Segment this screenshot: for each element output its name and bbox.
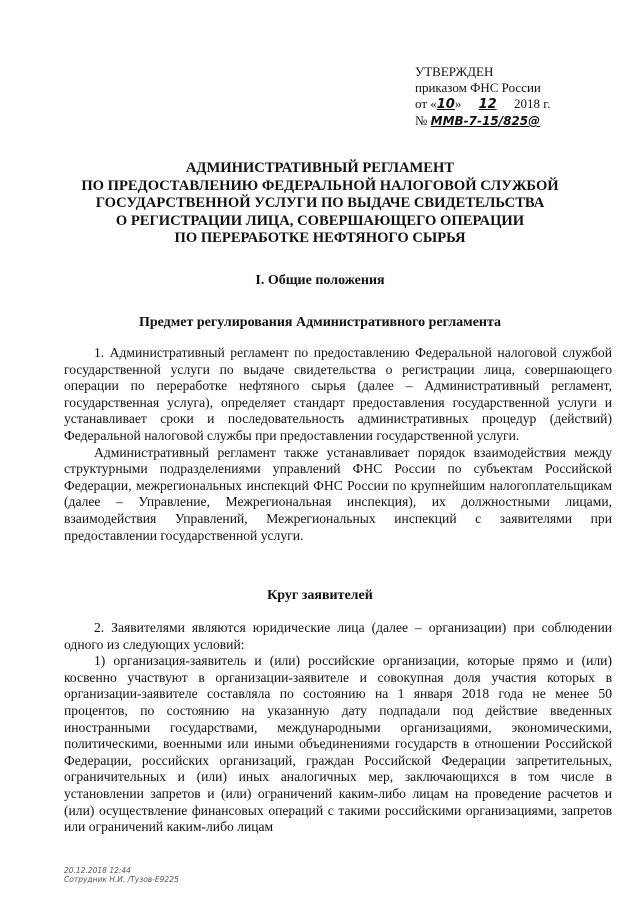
title-line: ПО ПЕРЕРАБОТКЕ НЕФТЯНОГО СЫРЬЯ <box>174 230 466 247</box>
paragraph: 1. Административный регламент по предоставлению Федеральной налоговой службой государственной услуги по выдаче свидетельства о регистрации лица, совершающего операции по переработке нефтяного сырья (далее – Административный регламент, государственная услуга), определяет стандарт предоставления государственной услуги и устанавливает сроки и последовательность административных процедур (действий) Федеральной налоговой службы при предоставлении государственной услуги. <box>64 345 612 443</box>
order-number: ММВ-7-15/825@ <box>430 114 541 128</box>
footer-author: Сотрудник Н.И. /Тузов-Е9225 <box>64 875 179 884</box>
section-heading-general: I. Общие положения <box>255 273 385 288</box>
date-prefix: от « <box>415 96 437 111</box>
approval-day: 10 <box>436 97 455 112</box>
paragraph: Административный регламент также устанавливает порядок взаимодействия между структурными подразделениями управлений ФНС России по субъектам Российской Федерации, межрегиональных инспекций ФНС России по крупнейшим налогоплательщикам (далее – Управление, Межрегиональная инспекция), их должностными лицами, взаимодействия Управлений, Межрегиональных инспекций с заявителями при предоставлении государственной услуги. <box>64 444 612 543</box>
paragraph: 1) организация-заявитель и (или) российские организации, которые прямо и (или) косвенно участвуют в организации-заявителе и совокупная доля участия которых в организации-заявителе составляла по состоянию на 1 января 2018 года не менее 50 процентов, по состоянию на указанную дату подпадали под действие введенных иностранными государствами, международными организациями, экономическими, политическими, военными или иными объединениями государств в отношении Российской Федерации, российских организаций, граждан Российской Федерации запретительных, ограничительных и (или) иных аналогичных мер, заключающихся в том числе в установлении запретов и (или) ограничений каким-либо лицам на проведение расчетов и (или) осуществление финансовых операций с такими российскими организациями, запретов или ограничений каким-либо лицам <box>64 653 612 835</box>
title-line: ГОСУДАРСТВЕННОЙ УСЛУГИ ПО ВЫДАЧЕ СВИДЕТЕЛЬСТВА <box>95 195 545 212</box>
paragraph: 2. Заявителями являются юридические лица (далее – организации) при соблюдении одного из следующих условий: <box>64 620 612 652</box>
title-line: ПО ПРЕДОСТАВЛЕНИЮ ФЕДЕРАЛЬНОЙ НАЛОГОВОЙ СЛУЖБОЙ <box>81 177 559 194</box>
document-title <box>40 160 600 248</box>
approval-date <box>415 96 605 113</box>
number-prefix: № <box>415 113 428 128</box>
footer-date: 20.12.2018 12:44 <box>64 866 131 875</box>
order-label: приказом ФНС России <box>415 80 541 95</box>
approval-stamp <box>415 64 605 129</box>
approval-year: 2018 г. <box>513 96 551 111</box>
body-block-2 <box>64 620 612 836</box>
approval-number <box>415 113 605 129</box>
quote-close: » <box>454 96 462 111</box>
approved-label: УТВЕРЖДЕН <box>415 64 494 79</box>
title-line: АДМИНИСТРАТИВНЫЙ РЕГЛАМЕНТ <box>185 160 455 176</box>
subheading-applicants: Круг заявителей <box>267 588 373 603</box>
body-block-1 <box>64 345 612 544</box>
print-footer <box>64 866 179 884</box>
subheading-subject: Предмет регулирования Административного регламента <box>138 315 502 330</box>
title-line: О РЕГИСТРАЦИИ ЛИЦА, СОВЕРШАЮЩЕГО ОПЕРАЦИИ <box>115 212 525 229</box>
approval-month: 12 <box>478 97 497 112</box>
